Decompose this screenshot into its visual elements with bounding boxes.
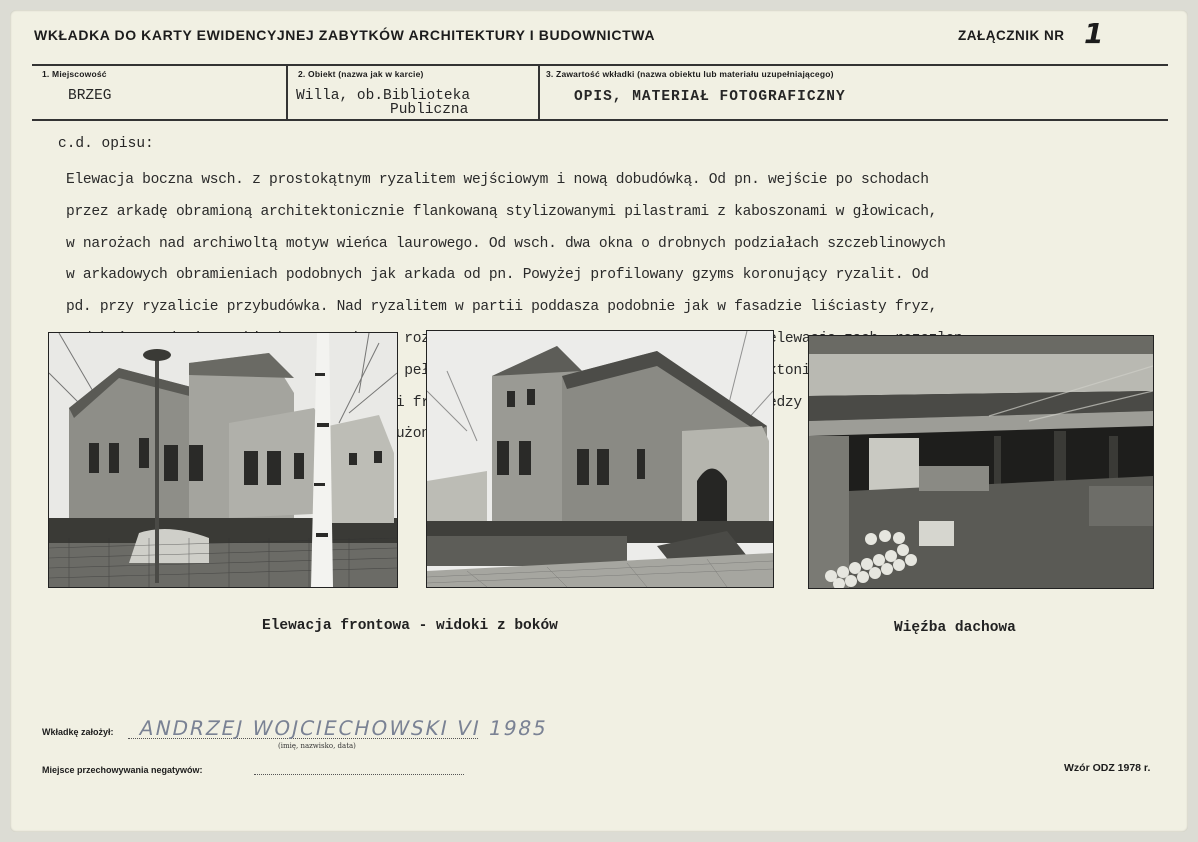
form-template-id: Wzór ODZ 1978 r. (1064, 762, 1151, 774)
insert-author-handwriting: ANDRZEJ WOJCIECHOWSKI VI 1985 (137, 716, 551, 740)
photo-villa-east-view (48, 332, 398, 588)
object-value-line1: Willa, ob.Biblioteka (296, 88, 471, 104)
locality-value: BRZEG (68, 88, 112, 104)
contents-label: 3. Zawartość wkładki (nazwa obiektu lub materiału uzupełniającego) (546, 69, 834, 79)
object-value-line2: Publiczna (390, 102, 469, 118)
insert-author-label: Wkładkę założył: (42, 727, 114, 737)
negatives-location-line (254, 774, 464, 775)
caption-facade-views: Elewacja frontowa - widoki z boków (262, 618, 558, 634)
locality-label: 1. Miejscowość (42, 69, 107, 79)
annex-number: 1 (1084, 17, 1104, 50)
description-line: w arkadowych obramieniach podobnych jak arkada od pn. Powyżej profilowany gzyms koronujący ryzalit. Od (66, 267, 929, 284)
description-line: Elewacja boczna wsch. z prostokątnym ryzalitem wejściowym i nową dobudówką. Od pn. wejście po schodach (66, 171, 929, 188)
photo-villa-north-entrance (426, 330, 774, 588)
header-rule-top (32, 64, 1168, 66)
annex-label: ZAŁĄCZNIK NR (958, 28, 1065, 43)
field-divider-1 (286, 64, 288, 120)
description-line: pd. przy ryzalicie przybudówka. Nad ryzalitem w partii poddasza podobnie jak w fasadzie liściasty fryz, (66, 299, 938, 316)
description-line: przez arkadę obramioną architektonicznie flankowaną stylizowanymi pilastrami z kaboszonami w głowicach, (66, 203, 938, 220)
photo-villa-east-graphic (49, 333, 397, 587)
description-line: między (751, 394, 802, 411)
photo-roof-truss-graphic (809, 336, 1153, 588)
form-title: WKŁADKA DO KARTY EWIDENCYJNEJ ZABYTKÓW ARCHITEKTURY I BUDOWNICTWA (34, 27, 656, 43)
insert-author-hint: (imię, nazwisko, data) (278, 742, 356, 750)
object-label: 2. Obiekt (nazwa jak w karcie) (298, 69, 424, 79)
header-rule-bottom (32, 119, 1168, 121)
description-line: w narożach nad archiwoltą motyw wieńca laurowego. Od wsch. dwa okna o drobnych podziałach szczeblinowych (66, 235, 946, 252)
contents-value: OPIS, MATERIAŁ FOTOGRAFICZNY (574, 89, 846, 105)
field-divider-2 (538, 64, 540, 120)
photo-roof-truss (808, 335, 1154, 589)
continuation-label: c.d. opisu: (58, 136, 154, 152)
photo-villa-north-graphic (427, 331, 773, 587)
negatives-location-label: Miejsce przechowywania negatywów: (42, 765, 203, 775)
description-line: architektonicznych (708, 362, 862, 379)
caption-roof-truss: Więźba dachowa (894, 620, 1016, 636)
description-line: elewacja (767, 330, 836, 347)
